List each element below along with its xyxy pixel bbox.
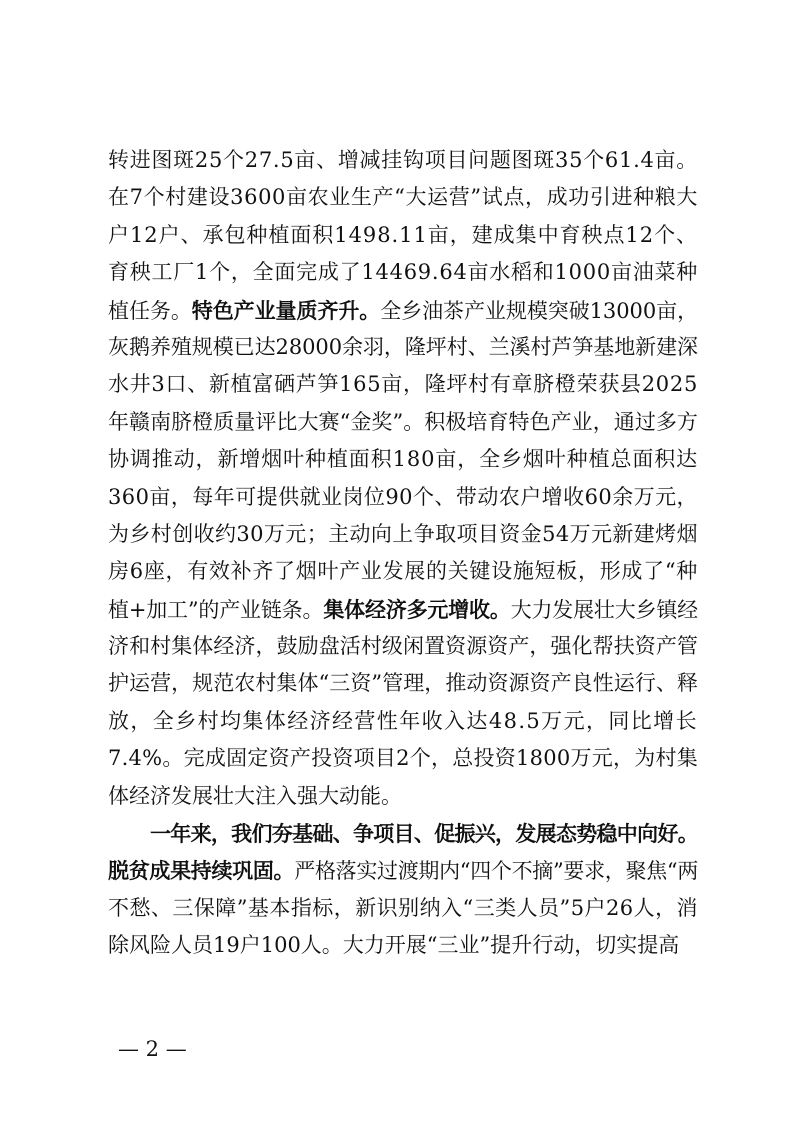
body-text-segment: 植任务。 <box>108 298 192 323</box>
body-text-segment: 严格落实过渡期内“四个不摘”要求，聚焦“两 <box>294 859 699 884</box>
body-text-segment: 育秧工厂1个，全面完成了14469.64亩水稻和1000亩油菜种 <box>108 260 699 285</box>
text-line <box>108 927 698 964</box>
bold-heading-text: 集体经济多元增收。 <box>323 596 511 622</box>
body-text <box>108 142 698 965</box>
text-line <box>108 815 698 852</box>
body-text-segment: 水井3口、新植富硒芦笋165亩，隆坪村有章脐橙荣获县2025 <box>108 372 699 397</box>
text-line <box>108 366 698 403</box>
text-line <box>108 591 698 628</box>
text-line <box>108 142 698 179</box>
body-text-segment: 植+加工”的产业链条。 <box>108 597 324 622</box>
body-text-segment: 济和村集体经济，鼓励盘活村级闲置资源资产，强化帮扶资产管 <box>108 634 698 659</box>
text-line <box>108 292 698 329</box>
bold-heading-text: 特色产业量质齐升。 <box>191 297 381 323</box>
text-line <box>108 852 698 889</box>
body-text-segment: 除风险人员19户100人。大力开展“三业”提升行动，切实提高 <box>108 933 680 958</box>
text-line <box>108 516 698 553</box>
body-text-segment: 转进图斑25个27.5亩、增减挂钩项目问题图斑35个61.4亩。 <box>108 148 698 172</box>
body-text-segment: 年赣南脐橙质量评比大赛“金奖”。积极培育特色产业，通过多方 <box>108 409 698 434</box>
text-line <box>108 778 698 815</box>
body-text-segment: 不愁、三保障”基本指标，新识别纳入“三类人员”5户26人，消 <box>108 895 698 920</box>
text-line <box>108 740 698 777</box>
body-text-segment: 360亩，每年可提供就业岗位90个、带动农户增收60余万元， <box>108 484 698 509</box>
body-text-segment: 户12户、承包种植面积1498.11亩，建成集中育秧点12个、 <box>108 222 698 247</box>
body-text-segment: 放，全乡村均集体经济经营性年收入达48.5万元，同比增长 <box>108 708 698 733</box>
text-line <box>108 441 698 478</box>
text-line <box>108 703 698 740</box>
text-line <box>108 890 698 927</box>
page-number: — 2 — <box>118 1037 187 1061</box>
text-line <box>108 404 698 441</box>
body-text-segment: 灰鹅养殖规模已达28000余羽，隆坪村、兰溪村芦笋基地新建深 <box>108 334 699 359</box>
body-text-segment: 全乡油茶产业规模突破13000亩， <box>380 298 699 323</box>
text-line <box>108 665 698 702</box>
body-text-segment: 在7个村建设3600亩农业生产“大运营”试点，成功引进种粮大 <box>108 185 698 210</box>
text-line <box>108 254 698 291</box>
text-line <box>108 553 698 590</box>
text-line <box>108 179 698 216</box>
text-line <box>108 479 698 516</box>
body-text-segment: 护运营，规范农村集体“三资”管理，推动资源资产良性运行、释 <box>108 671 698 696</box>
text-line <box>108 628 698 665</box>
bold-heading-text: 一年来，我们夯基础、争项目、促振兴，发展态势稳中向好。 <box>150 821 698 847</box>
body-text-segment: 房6座，有效补齐了烟叶产业发展的关键设施短板，形成了“种 <box>108 559 698 584</box>
body-text-segment: 大力发展壮大乡镇经 <box>510 597 698 622</box>
body-text-segment: 体经济发展壮大注入强大动能。 <box>108 783 402 808</box>
text-line <box>108 217 698 254</box>
body-text-segment: 为乡村创收约30万元；主动向上争取项目资金54万元新建烤烟 <box>108 521 698 546</box>
body-text-segment: 协调推动，新增烟叶种植面积180亩，全乡烟叶种植总面积达 <box>108 447 699 472</box>
body-text-segment: 7.4%。完成固定资产投资项目2个，总投资1800万元，为村集 <box>108 746 698 771</box>
bold-heading-text: 脱贫成果持续巩固。 <box>108 858 295 884</box>
text-line <box>108 329 698 366</box>
